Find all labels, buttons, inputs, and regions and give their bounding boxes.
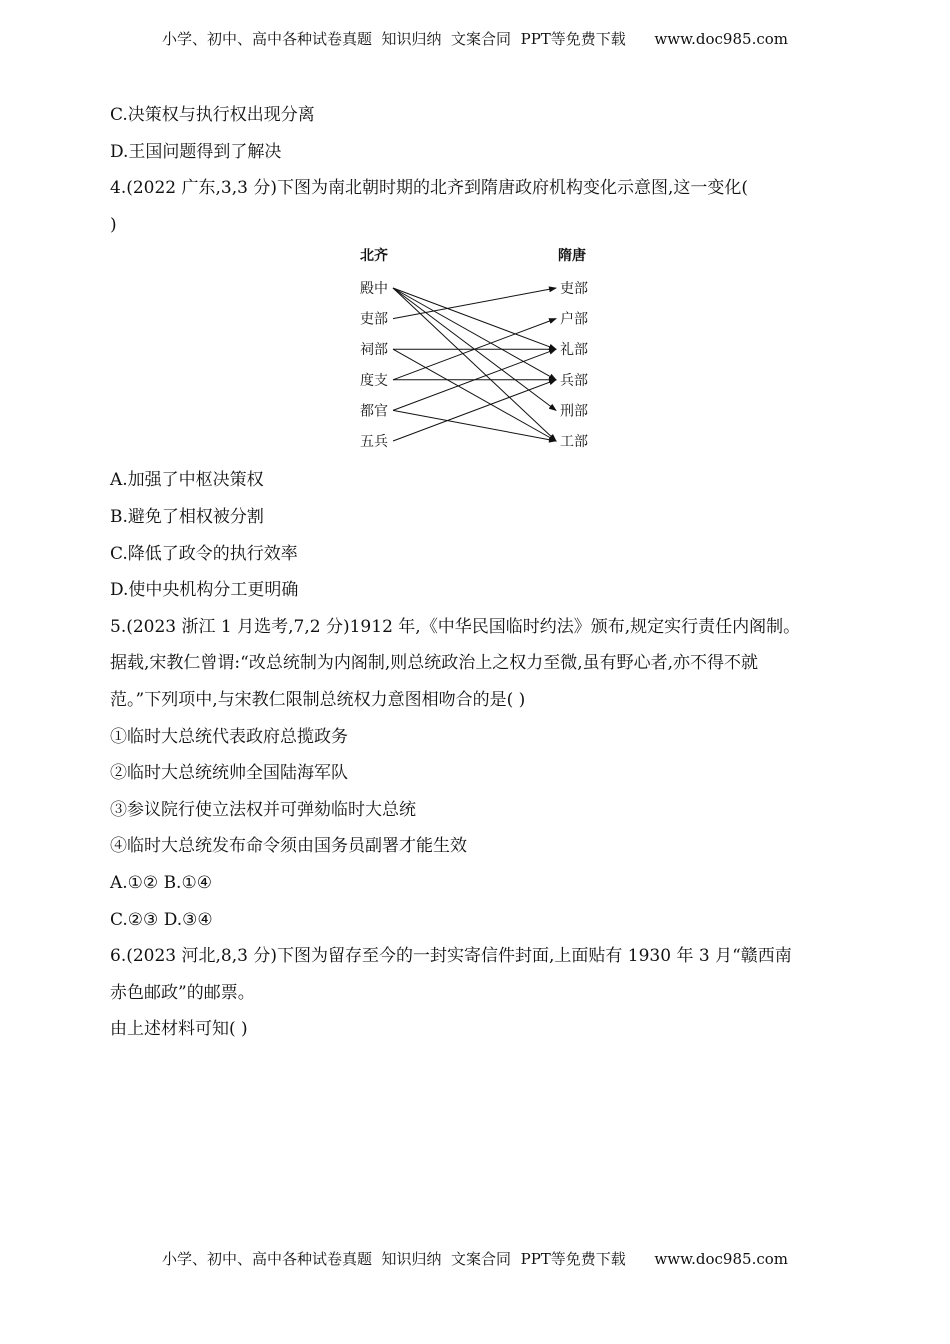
statement-4: ④临时大总统发布命令须由国务员副署才能生效: [110, 836, 467, 857]
right-column-title: 隋唐: [558, 248, 586, 264]
question-6-prompt: 由上述材料可知( ): [110, 1019, 248, 1040]
left-label: 祠部: [360, 342, 388, 359]
question-5-stem-2: 据载,宋教仁曾谓:“改总统制为内阁制,则总统政治上之权力至微,虽有野心者,亦不得不就: [110, 653, 759, 674]
mapping-arrow: [393, 410, 556, 441]
mapping-arrow: [393, 349, 556, 441]
left-label: 五兵: [360, 434, 388, 450]
statement-2: ②临时大总统统帅全国陆海军队: [110, 763, 348, 784]
right-label: 兵部: [560, 372, 588, 389]
right-label: 户部: [560, 311, 588, 328]
mapping-arrow: [393, 288, 556, 349]
mapping-arrow: [393, 380, 556, 441]
left-label: 度支: [360, 372, 388, 389]
option-4d: D.使中央机构分工更明确: [110, 580, 299, 601]
right-label: 礼部: [560, 342, 588, 359]
left-label: 殿中: [360, 281, 388, 297]
right-label: 工部: [560, 434, 588, 450]
question-4-stem: 4.(2022 广东,3,3 分)下图为南北朝时期的北齐到隋唐政府机构变化示意图,这一变化(: [110, 178, 749, 199]
option-4a: A.加强了中枢决策权: [110, 470, 264, 491]
left-labels: [360, 280, 388, 450]
right-labels: [560, 280, 588, 450]
left-label: 吏部: [360, 311, 388, 328]
right-label: 刑部: [560, 403, 588, 420]
option-4c: C.降低了政令的执行效率: [110, 543, 298, 564]
option-3c: C.决策权与执行权出现分离: [110, 105, 315, 125]
question-4-stem-end: ): [110, 214, 117, 235]
arrows: [393, 288, 556, 441]
options-5-cd: C.②③ D.③④: [110, 909, 213, 930]
options-5-ab: A.①② B.①④: [110, 872, 212, 893]
option-4b: B.避免了相权被分割: [110, 506, 264, 527]
question-6-stem-2: 赤色邮政”的邮票。: [110, 982, 255, 1003]
option-3d: D.王国问题得到了解决: [110, 141, 282, 162]
mapping-arrow: [393, 288, 556, 380]
question-5-stem-1: 5.(2023 浙江 1 月选考,7,2 分)1912 年,《中华民国临时约法》颁布,规定实行责任内阁制。: [110, 616, 801, 637]
mapping-arrow: [393, 288, 556, 319]
page-footer: 小学、初中、高中各种试卷真题 知识归纳 文案合同 PPT等免费下载 www.doc985.com: [161, 1250, 788, 1268]
page-header: 小学、初中、高中各种试卷真题 知识归纳 文案合同 PPT等免费下载 www.doc985.com: [161, 30, 788, 48]
question-6-stem-1: 6.(2023 河北,8,3 分)下图为留存至今的一封实寄信件封面,上面贴有 1930 年 3 月“赣西南: [110, 946, 792, 967]
statement-3: ③参议院行使立法权并可弹劾临时大总统: [110, 799, 416, 820]
question-5-stem-3: 范。”下列项中,与宋教仁限制总统权力意图相吻合的是( ): [110, 689, 526, 710]
left-label: 都官: [360, 403, 388, 420]
right-label: 吏部: [560, 281, 588, 297]
statement-1: ①临时大总统代表政府总揽政务: [110, 726, 348, 747]
left-column-title: 北齐: [360, 248, 388, 264]
institution-change-diagram: [355, 240, 600, 455]
mapping-arrow: [393, 288, 556, 441]
